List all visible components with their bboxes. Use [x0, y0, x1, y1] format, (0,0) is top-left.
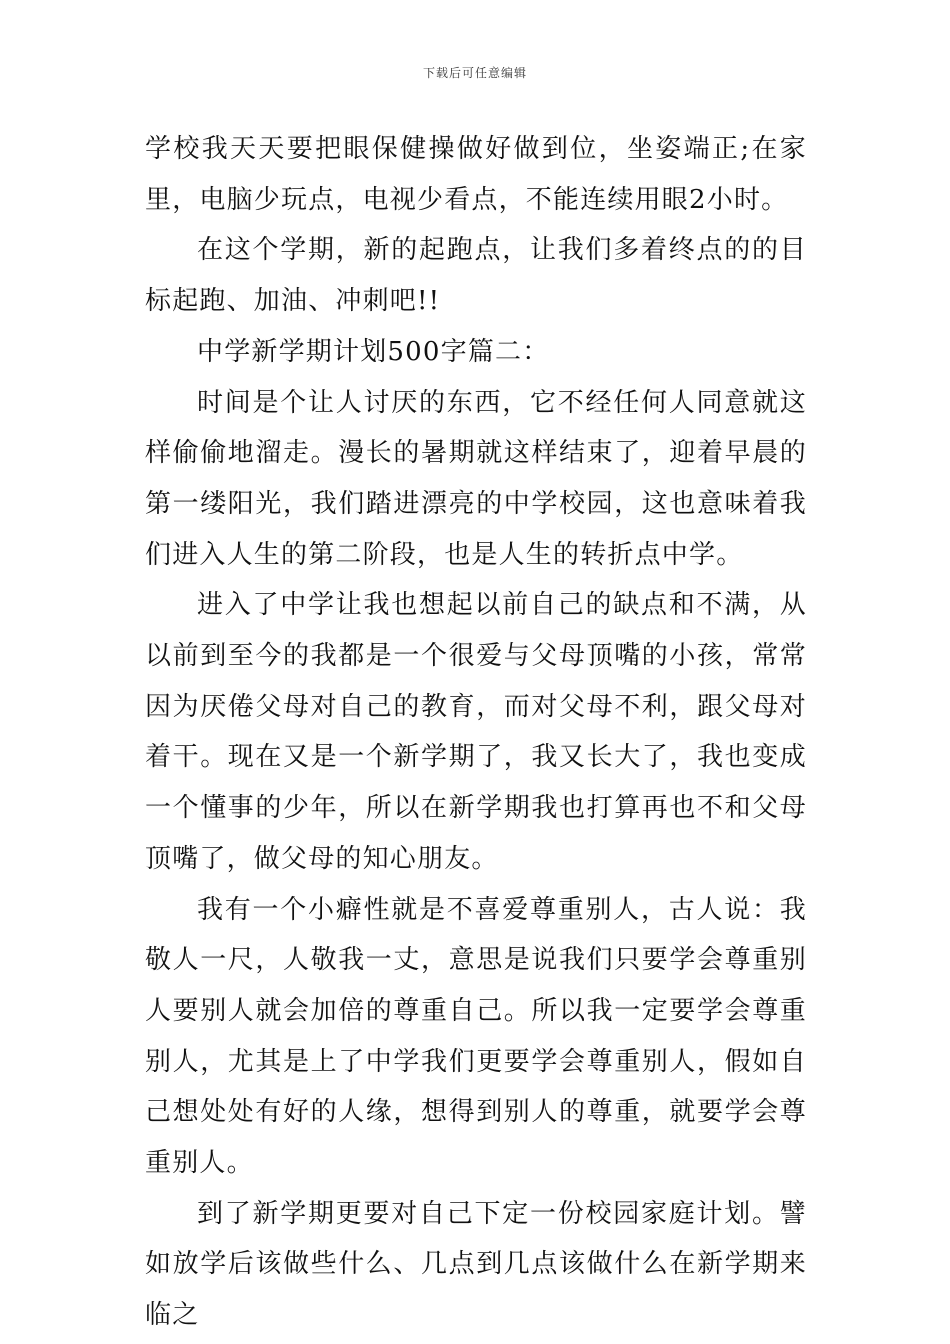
paragraph: 在这个学期，新的起跑点，让我们多着终点的的目标起跑、加油、冲刺吧!!	[145, 235, 807, 317]
paragraph: 我有一个小癖性就是不喜爱尊重别人，古人说：我敬人一尺，人敬我一丈，意思是说我们只要学会尊重别人要别人就会加倍的尊重自己。所以我一定要学会尊重别人，尤其是上了中学我们更要学会尊重别人，假如自己想处处有好的人缘，想得到别人的尊重，就要学会尊重别人。	[145, 894, 807, 1179]
page-header: 下载后可任意编辑	[422, 66, 527, 80]
section-heading: 中学新学期计划500字篇二：	[197, 336, 550, 367]
paragraph: 进入了中学让我也想起以前自己的缺点和不满，从以前到至今的我都是一个很爱与父母顶嘴的小孩，常常因为厌倦父母对自己的教育，而对父母不利，跟父母对着干。现在又是一个新学期了，我又长大了，我也变成一个懂事的少年，所以在新学期我也打算再也不和父母顶嘴了，做父母的知心朋友。	[145, 590, 807, 874]
paragraph: 学校我天天要把眼保健操做好做到位，坐姿端正;在家里，电脑少玩点，电视少看点，不能连续用眼2小时。	[145, 134, 807, 215]
paragraph: 时间是个让人讨厌的东西，它不经任何人同意就这样偷偷地溜走。漫长的暑期就这样结束了，迎着早晨的第一缕阳光，我们踏进漂亮的中学校园，这也意味着我们进入人生的第二阶段，也是人生的转折点中学。	[145, 387, 807, 570]
paragraph: 到了新学期更要对自己下定一份校园家庭计划。譬如放学后该做些什么、几点到几点该做什么在新学期来临之	[145, 1198, 807, 1331]
document-body	[145, 124, 807, 1341]
